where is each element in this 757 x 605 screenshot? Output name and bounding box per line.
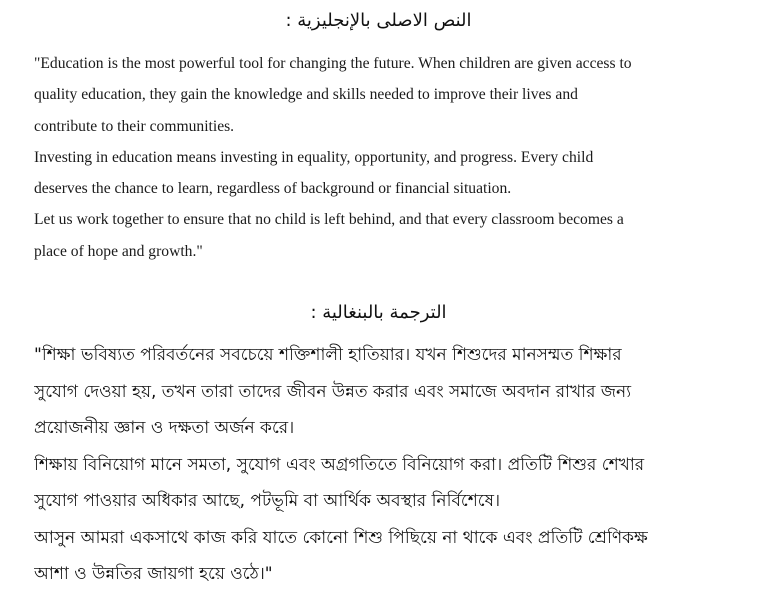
english-text-line: contribute to their communities. xyxy=(34,117,235,135)
bengali-translation-heading: الترجمة بالبنغالية : xyxy=(310,302,447,323)
english-text-line: deserves the chance to learn, regardless of background or financial situation. xyxy=(34,180,512,198)
english-text-line: Let us work together to ensure that no child is left behind, and that every classroom becomes a xyxy=(34,211,624,229)
bengali-translation-text xyxy=(34,337,746,593)
bengali-text-line: আসুন আমরা একসাথে কাজ করি যাতে কোনো শিশু পিছিয়ে না থাকে এবং প্রতিটি শ্রেণিকক্ষ xyxy=(34,527,648,548)
bengali-text-line: সুযোগ দেওয়া হয়, তখন তারা তাদের জীবন উন্নত করার এবং সমাজে অবদান রাখার জন্য xyxy=(34,381,632,402)
bengali-text-line: আশা ও উন্নতির জায়গা হয়ে ওঠে।" xyxy=(34,564,273,584)
english-text-line: quality education, they gain the knowledge and skills needed to improve their lives and xyxy=(34,86,578,104)
english-text-line: Investing in education means investing in equality, opportunity, and progress. Every child xyxy=(34,148,594,166)
bengali-text-line: "শিক্ষা ভবিষ্যত পরিবর্তনের সবচেয়ে শক্তিশালী হাতিয়ার। যখন শিশুদের মানসম্মত শিক্ষার xyxy=(34,345,622,365)
english-original-heading: النص الاصلى بالإنجليزية : xyxy=(285,10,472,31)
english-text-line: place of hope and growth." xyxy=(34,242,203,260)
bengali-text-line: শিক্ষায় বিনিয়োগ মানে সমতা, সুযোগ এবং অগ্রগতিতে বিনিয়োগ করা। প্রতিটি শিশুর শেখার xyxy=(34,454,645,475)
english-text-line: "Education is the most powerful tool for changing the future. When children are given access to xyxy=(34,55,632,72)
bengali-text-line: সুযোগ পাওয়ার অধিকার আছে, পটভূমি বা আর্থিক অবস্থার নির্বিশেষে। xyxy=(34,491,501,511)
bengali-text-line: প্রয়োজনীয় জ্ঞান ও দক্ষতা অর্জন করে। xyxy=(34,418,295,438)
english-original-text xyxy=(34,48,746,267)
